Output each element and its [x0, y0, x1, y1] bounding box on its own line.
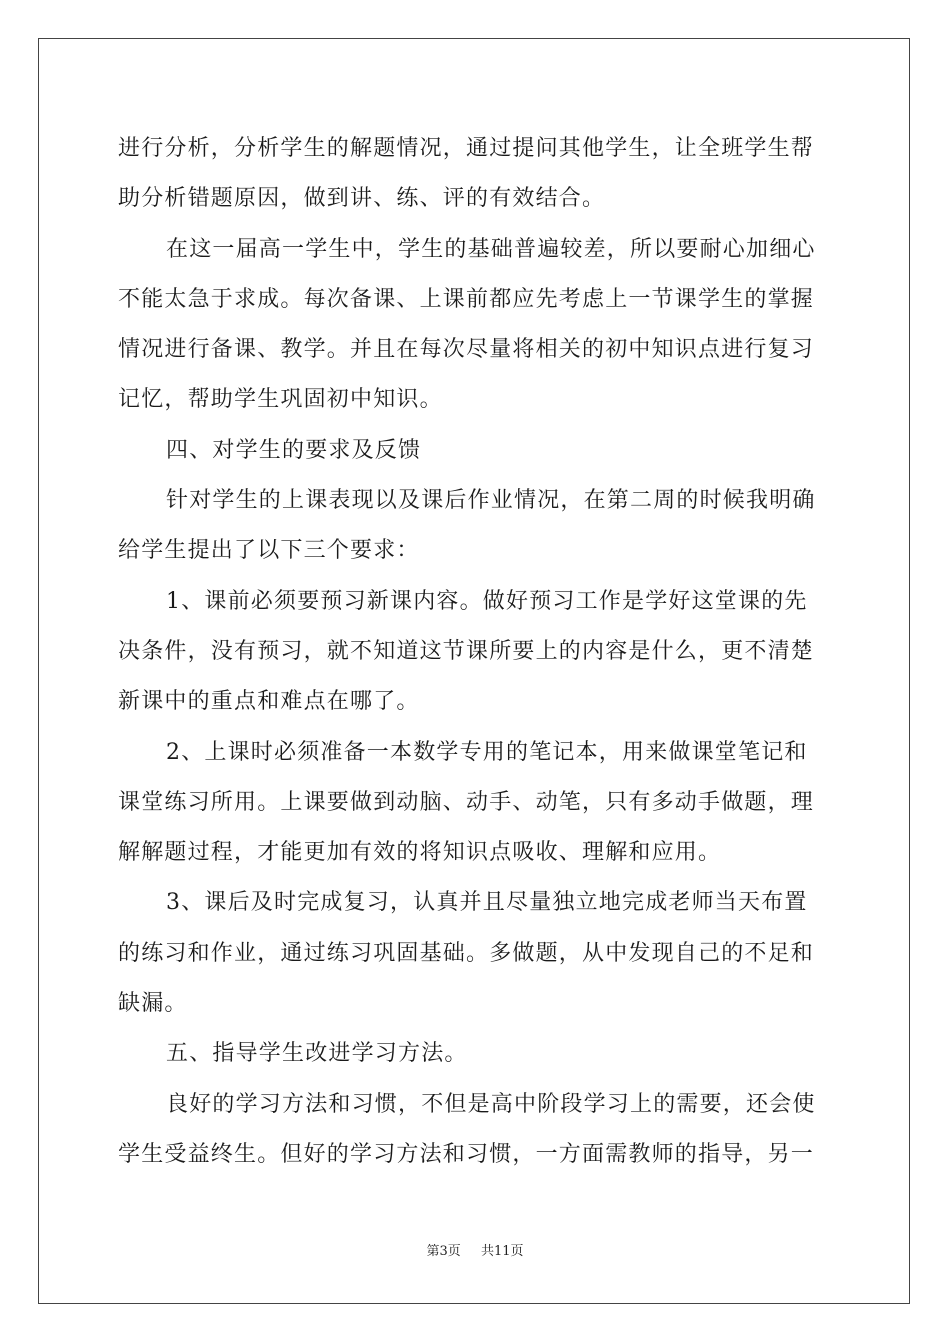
text-line: 3、课后及时完成复习，认真并且尽量独立地完成老师当天布置 [166, 890, 808, 916]
text-line: 2、上课时必须准备一本数学专用的笔记本，用来做课堂笔记和 [166, 739, 808, 765]
text-line: 针对学生的上课表现以及课后作业情况，在第二周的时候我明确 [166, 488, 816, 514]
text-line: 情况进行备课、教学。并且在每次尽量将相关的初中知识点进行复习 [118, 337, 815, 363]
page-number-current: 第3页 [426, 1244, 461, 1259]
section-heading: 四、对学生的要求及反馈 [166, 437, 422, 463]
text-line: 助分析错题原因，做到讲、练、评的有效结合。 [118, 186, 606, 212]
text-line: 良好的学习方法和习惯，不但是高中阶段学习上的需要，还会使 [166, 1091, 816, 1117]
text-line: 缺漏。 [118, 991, 188, 1017]
document-body [118, 124, 834, 1180]
text-line: 记忆，帮助学生巩固初中知识。 [118, 387, 443, 413]
text-line: 给学生提出了以下三个要求： [118, 538, 420, 564]
text-line: 不能太急于求成。每次备课、上课前都应先考虑上一节课学生的掌握 [118, 286, 815, 312]
text-line: 进行分析，分析学生的解题情况，通过提问其他学生，让全班学生帮 [118, 136, 815, 161]
text-line: 在这一届高一学生中，学生的基础普遍较差，所以要耐心加细心 [166, 236, 816, 262]
text-line: 决条件，没有预习，就不知道这节课所要上的内容是什么，更不清楚 [118, 638, 815, 664]
text-line: 课堂练习所用。上课要做到动脑、动手、动笔，只有多动手做题，理 [118, 789, 815, 815]
text-line: 新课中的重点和难点在哪了。 [118, 689, 420, 715]
page-footer [0, 1240, 950, 1259]
text-line: 1、课前必须要预习新课内容。做好预习工作是学好这堂课的先 [166, 588, 808, 614]
text-line: 解解题过程，才能更加有效的将知识点吸收、理解和应用。 [118, 840, 722, 866]
text-line: 的练习和作业，通过练习巩固基础。多做题，从中发现自己的不足和 [118, 940, 815, 966]
page-number-total: 共11页 [480, 1244, 524, 1259]
section-heading: 五、指导学生改进学习方法。 [166, 1041, 468, 1067]
text-line: 学生受益终生。但好的学习方法和习惯，一方面需教师的指导，另一 [118, 1141, 815, 1167]
